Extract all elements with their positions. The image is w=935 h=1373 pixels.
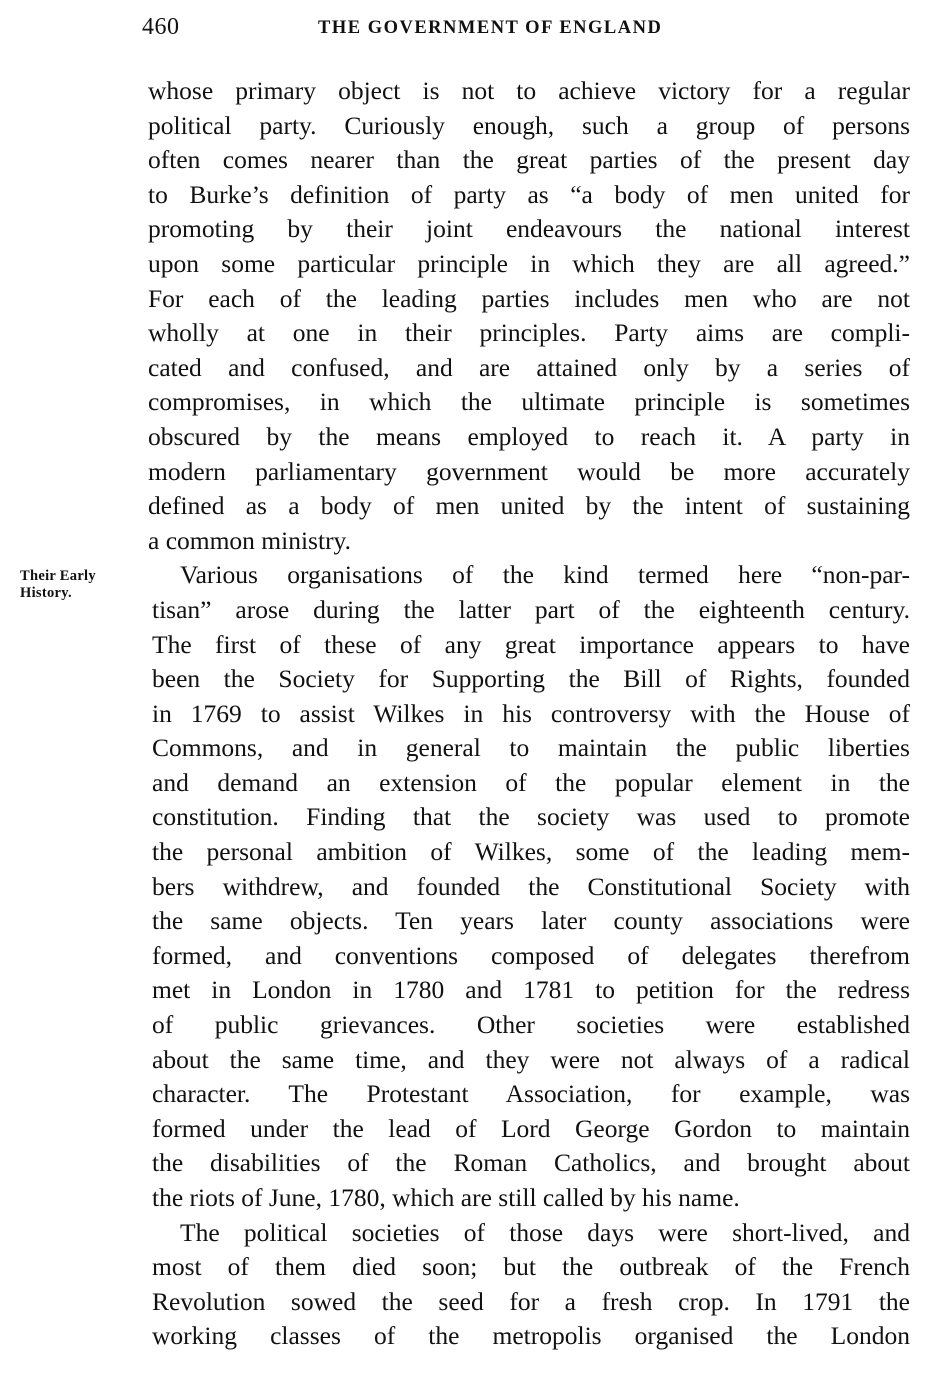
text-line: For each of the leading parties includes men who are not xyxy=(148,283,910,313)
text-line: wholly at one in their principles. Party aims are compli- xyxy=(148,318,910,348)
paragraph-2 xyxy=(152,558,910,1215)
text-line: whose primary object is not to achieve victory for a regular xyxy=(148,76,910,105)
text-line: the personal ambition of Wilkes, some of the leading mem- xyxy=(152,837,910,867)
text-line: the same objects. Ten years later county associations were xyxy=(152,906,910,936)
text-line: most of them died soon; but the outbreak of the French xyxy=(152,1252,910,1282)
text-line: The first of these of any great importance appears to have xyxy=(152,629,910,659)
text-line: promoting by their joint endeavours the national interest xyxy=(148,214,910,244)
text-line: formed under the lead of Lord George Gordon to maintain xyxy=(152,1113,910,1143)
text-line: bers withdrew, and founded the Constitutional Society with xyxy=(152,871,910,901)
text-line: in 1769 to assist Wilkes in his controversy with the House of xyxy=(152,698,910,728)
text-line: of public grievances. Other societies were established xyxy=(152,1010,910,1040)
paragraph-3 xyxy=(152,1216,910,1354)
text-line: working classes of the metropolis organised the London xyxy=(152,1321,910,1351)
text-line: Various organisations of the kind termed here “non-par- xyxy=(180,560,910,590)
text-line: and demand an extension of the popular element in the xyxy=(152,767,910,797)
text-line: obscured by the means employed to reach it. A party in xyxy=(148,421,910,451)
page-header xyxy=(0,12,935,42)
text-line: met in London in 1780 and 1781 to petition for the redress xyxy=(152,975,910,1005)
page-number: 460 xyxy=(142,14,180,40)
text-line: defined as a body of men united by the intent of sustaining xyxy=(148,491,910,521)
text-line: The political societies of those days were short-lived, and xyxy=(180,1217,910,1247)
margin-note xyxy=(20,568,140,602)
text-line: been the Society for Supporting the Bill of Rights, founded xyxy=(152,664,910,694)
text-line: character. The Protestant Association, for example, was xyxy=(152,1079,910,1109)
text-line: formed, and conventions composed of delegates therefrom xyxy=(152,940,910,970)
text-line: the riots of June, 1780, which are still called by his name. xyxy=(152,1183,740,1212)
text-line: the disabilities of the Roman Catholics, and brought about xyxy=(152,1148,910,1178)
text-line: a common ministry. xyxy=(148,525,352,555)
text-line: modern parliamentary government would be more accurately xyxy=(148,456,910,486)
text-line: to Burke’s definition of party as “a body of men united for xyxy=(148,179,910,209)
paragraph-1 xyxy=(148,74,910,558)
text-line: political party. Curiously enough, such a group of persons xyxy=(148,110,910,140)
margin-note-line: History. xyxy=(20,585,72,601)
text-line: often comes nearer than the great parties of the present day xyxy=(148,145,910,175)
text-line: Commons, and in general to maintain the public liberties xyxy=(152,733,910,763)
text-line: about the same time, and they were not always of a radical xyxy=(152,1044,910,1074)
text-line: constitution. Finding that the society was used to promote xyxy=(152,802,910,832)
running-head: THE GOVERNMENT OF ENGLAND xyxy=(318,18,663,38)
text-line: cated and confused, and are attained only by a series of xyxy=(148,352,910,382)
body-text xyxy=(148,74,910,1354)
text-line: Revolution sowed the seed for a fresh crop. In 1791 the xyxy=(152,1286,910,1316)
text-line: compromises, in which the ultimate principle is sometimes xyxy=(148,387,910,417)
text-line: upon some particular principle in which they are all agreed.” xyxy=(148,248,910,278)
margin-note-line: Their Early xyxy=(20,568,96,584)
text-line: tisan” arose during the latter part of the eighteenth century. xyxy=(152,594,910,624)
